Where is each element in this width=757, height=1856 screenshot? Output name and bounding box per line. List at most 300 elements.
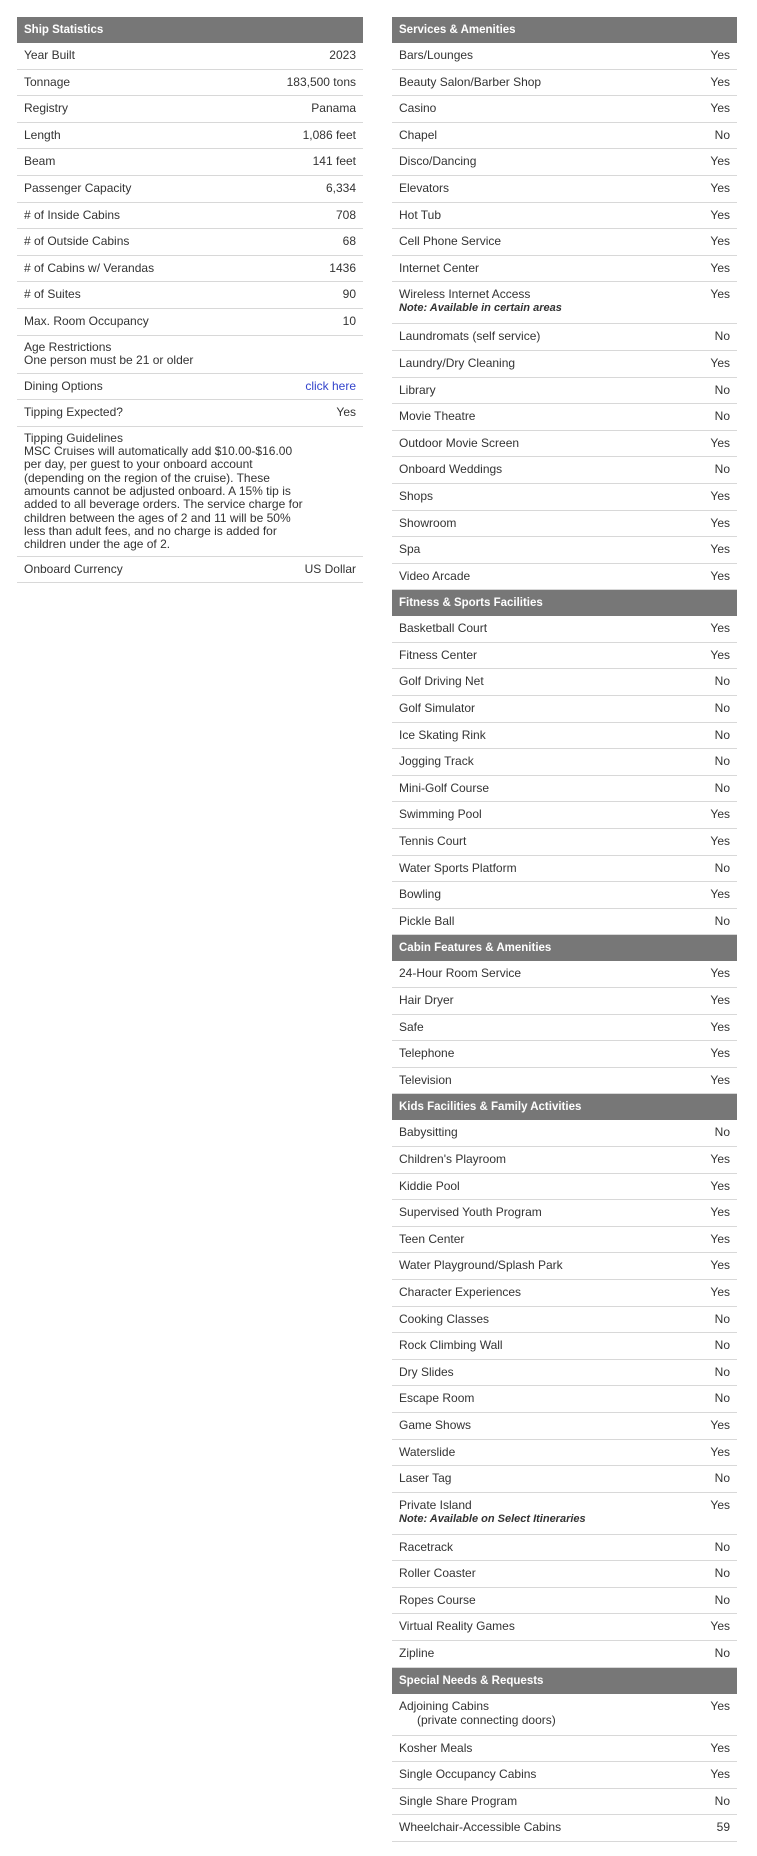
row-label-wrap — [399, 356, 702, 370]
row-value: 1436 — [329, 260, 356, 275]
row-label-wrap — [399, 648, 702, 662]
row-label: Water Sports Platform — [399, 860, 517, 875]
row-label: Outdoor Movie Screen — [399, 435, 520, 450]
row-label-wrap — [399, 1258, 702, 1272]
row-value: Yes — [710, 435, 730, 450]
row-label-wrap — [399, 436, 702, 450]
row-label-wrap — [399, 261, 702, 275]
row-label-wrap — [399, 1125, 707, 1139]
row-label: Babysitting — [399, 1125, 458, 1140]
row-label: Laundry/Dry Cleaning — [399, 355, 516, 370]
row-value: No — [714, 1125, 730, 1140]
row-label: # of Suites — [24, 287, 81, 302]
row-label: Private Island — [399, 1497, 472, 1512]
row-label-wrap — [399, 1205, 702, 1219]
row-value: Yes — [710, 48, 730, 62]
row-label-wrap — [399, 966, 702, 980]
row-label-wrap — [399, 516, 702, 530]
row-label: Disco/Dancing — [399, 154, 477, 169]
row-label: Zipline — [399, 1646, 435, 1661]
row-value: Yes — [710, 993, 730, 1007]
table-row — [392, 1413, 737, 1440]
row-label: Ice Skating Rink — [399, 727, 486, 742]
table-row — [392, 537, 737, 564]
row-label-wrap — [399, 1445, 702, 1459]
row-value: No — [714, 1539, 730, 1554]
row-label: Tennis Court — [399, 834, 467, 849]
row-label: Movie Theatre — [399, 409, 476, 424]
section-header-services-amenities: Services & Amenities — [392, 17, 737, 43]
row-label: Cooking Classes — [399, 1311, 490, 1326]
tipping-text-line: amounts cannot be adjusted onboard. A 15% tip is — [24, 483, 291, 498]
row-value: 183,500 tons — [286, 74, 356, 89]
row-value: Yes — [710, 621, 730, 636]
row-label: Bowling — [399, 887, 442, 902]
row-label-wrap — [399, 1471, 707, 1485]
row-value: Yes — [710, 1151, 730, 1166]
table-row — [17, 557, 363, 584]
row-label: Teen Center — [399, 1231, 465, 1246]
tipping-text-line: MSC Cruises will automatically add $10.00-$16.00 — [24, 444, 293, 459]
table-row — [392, 988, 737, 1015]
row-label: Kosher Meals — [399, 1740, 473, 1755]
table-row — [392, 1762, 737, 1789]
row-label-wrap — [399, 287, 702, 315]
table-row — [392, 1174, 737, 1201]
table-row — [392, 1041, 737, 1068]
table-row — [392, 1789, 737, 1816]
row-value: Yes — [710, 1046, 730, 1061]
row-label: Cell Phone Service — [399, 234, 502, 249]
table-row — [17, 309, 363, 336]
row-value: Yes — [710, 1284, 730, 1299]
table-row — [392, 696, 737, 723]
row-value: 59 — [716, 1820, 730, 1835]
row-label-wrap — [399, 1046, 702, 1060]
row-value: No — [714, 127, 730, 142]
row-value: Yes — [710, 1258, 730, 1273]
row-value: Yes — [710, 1497, 730, 1512]
table-row — [392, 484, 737, 511]
row-label: Pickle Ball — [399, 913, 455, 928]
row-label-wrap — [399, 1391, 707, 1405]
row-value: Yes — [710, 234, 730, 249]
row-value: No — [714, 1364, 730, 1379]
table-row — [392, 643, 737, 670]
row-value: No — [714, 727, 730, 742]
row-label-wrap — [399, 542, 702, 556]
table-row — [392, 1015, 737, 1042]
table-row — [392, 1614, 737, 1641]
row-label: Beauty Salon/Barber Shop — [399, 74, 542, 89]
row-label: Dining Options — [24, 378, 103, 393]
table-row — [392, 1815, 737, 1842]
row-label: Safe — [399, 1019, 424, 1034]
table-row — [392, 1307, 737, 1334]
table-row — [17, 400, 363, 427]
row-value: No — [714, 382, 730, 397]
row-value: Yes — [710, 74, 730, 89]
row-value: Yes — [710, 647, 730, 662]
table-row — [17, 176, 363, 203]
row-value: Yes — [710, 1417, 730, 1432]
row-text: One person must be 21 or older — [24, 352, 194, 367]
tipping-text-line: children under the age of 2. — [24, 537, 171, 552]
row-label: Television — [399, 1072, 452, 1087]
row-label: Max. Room Occupancy — [24, 313, 149, 328]
row-value: No — [714, 1391, 730, 1406]
row-label-wrap — [399, 181, 702, 195]
row-value: Yes — [710, 1231, 730, 1246]
row-label-wrap — [399, 101, 702, 115]
row-value: No — [714, 1471, 730, 1486]
table-row — [392, 1068, 737, 1095]
row-value: No — [714, 701, 730, 716]
row-label: Registry — [24, 101, 69, 116]
row-label-wrap — [399, 409, 707, 423]
table-row — [392, 829, 737, 856]
row-label: Showroom — [399, 515, 457, 530]
section-header-kids-facilities-family-activities: Kids Facilities & Family Activities — [392, 1094, 737, 1120]
table-row — [17, 43, 363, 70]
row-value: Yes — [710, 887, 730, 902]
table-row — [392, 802, 737, 829]
row-value: Yes — [710, 834, 730, 849]
row-label-wrap — [399, 208, 702, 222]
table-row — [392, 1280, 737, 1307]
table-row — [392, 1386, 737, 1413]
table-row — [392, 1147, 737, 1174]
table-row — [392, 961, 737, 988]
row-label-wrap — [399, 1646, 707, 1660]
table-row — [392, 431, 737, 458]
row-label: # of Outside Cabins — [24, 234, 130, 249]
row-value: Yes — [710, 1767, 730, 1782]
row-label-wrap — [399, 489, 702, 503]
row-label: 24-Hour Room Service — [399, 966, 522, 981]
row-label-wrap — [399, 1179, 702, 1193]
row-value: Yes — [710, 807, 730, 822]
row-label: Library — [399, 382, 436, 397]
table-row — [392, 43, 737, 70]
row-label-wrap — [399, 1285, 702, 1299]
age-restrictions-block — [17, 336, 363, 374]
table-row — [392, 203, 737, 230]
row-label-wrap — [399, 1540, 707, 1554]
section-header-cabin-features-amenities: Cabin Features & Amenities — [392, 935, 737, 961]
row-label: Hot Tub — [399, 207, 442, 222]
row-label: Character Experiences — [399, 1284, 522, 1299]
row-label: Dry Slides — [399, 1364, 454, 1379]
row-label-wrap — [399, 1619, 702, 1633]
row-label-wrap — [399, 1338, 707, 1352]
row-label-wrap — [399, 1767, 702, 1781]
row-label-wrap — [399, 621, 702, 635]
section-header-special-needs-requests: Special Needs & Requests — [392, 1668, 737, 1694]
table-row — [392, 1736, 737, 1763]
row-label-wrap — [399, 1312, 707, 1326]
row-label: Onboard Currency — [24, 561, 123, 576]
table-row — [392, 1694, 737, 1736]
tipping-text-line: children between the ages of 2 and 11 will be 50% — [24, 510, 291, 525]
row-label: Basketball Court — [399, 621, 488, 636]
row-label-wrap — [399, 1020, 702, 1034]
row-label: Year Built — [24, 48, 75, 62]
row-value: 10 — [342, 313, 356, 328]
row-label: Tipping Expected? — [24, 405, 123, 420]
table-row — [392, 176, 737, 203]
row-value: Yes — [710, 1205, 730, 1220]
row-note: Note: Available in certain areas — [399, 302, 562, 315]
row-value: Yes — [710, 101, 730, 116]
table-row — [392, 1253, 737, 1280]
row-label: Rock Climbing Wall — [399, 1338, 503, 1353]
row-value: 708 — [335, 207, 356, 222]
row-value: Yes — [710, 568, 730, 583]
row-value: No — [714, 754, 730, 769]
ship-statistics-table — [17, 17, 363, 583]
row-label-wrap — [399, 1699, 702, 1727]
row-label: Age Restrictions — [24, 339, 112, 354]
table-row — [392, 1227, 737, 1254]
row-label: Spa — [399, 542, 421, 557]
table-row — [392, 1466, 737, 1493]
dining-options-link[interactable]: click here — [305, 378, 356, 393]
row-label: Waterslide — [399, 1444, 456, 1459]
table-row — [392, 324, 737, 351]
row-label-wrap — [399, 914, 707, 928]
row-label: Swimming Pool — [399, 807, 482, 822]
row-label-wrap — [399, 1418, 702, 1432]
tipping-text-line: per day, per guest to your onboard account — [24, 457, 253, 472]
row-label: Passenger Capacity — [24, 180, 132, 195]
table-row — [392, 256, 737, 283]
row-label: Casino — [399, 101, 437, 116]
table-row — [392, 1120, 737, 1147]
amenities-table — [392, 17, 737, 1842]
row-label-wrap — [399, 1232, 702, 1246]
table-row — [17, 203, 363, 230]
row-label-wrap — [399, 128, 707, 142]
row-label: Onboard Weddings — [399, 462, 503, 477]
tipping-text-line: less than adult fees, and no charge is added for — [24, 523, 277, 538]
row-label: Wheelchair-Accessible Cabins — [399, 1820, 562, 1835]
row-value: No — [714, 1592, 730, 1607]
table-row — [392, 564, 737, 591]
row-label-wrap — [399, 154, 702, 168]
row-label: Chapel — [399, 127, 438, 142]
row-label: # of Cabins w/ Verandas — [24, 260, 155, 275]
row-value: Yes — [710, 1740, 730, 1755]
row-label-wrap — [399, 701, 707, 715]
row-label-wrap — [399, 1741, 702, 1755]
row-value: Yes — [710, 154, 730, 169]
table-row — [392, 1440, 737, 1467]
row-value: Panama — [311, 101, 356, 116]
table-row — [392, 882, 737, 909]
table-row — [392, 282, 737, 324]
table-row — [17, 256, 363, 283]
table-row — [392, 723, 737, 750]
section-header-ship-statistics: Ship Statistics — [17, 17, 363, 43]
table-row — [17, 229, 363, 256]
tipping-text-line: added to all beverage orders. The service charge for — [24, 497, 303, 512]
row-label-wrap — [399, 754, 707, 768]
row-value: No — [714, 462, 730, 477]
row-value: Yes — [710, 260, 730, 275]
row-label: Mini-Golf Course — [399, 780, 490, 795]
row-label-wrap — [399, 1593, 707, 1607]
row-label-wrap — [399, 1073, 702, 1087]
row-value: No — [714, 913, 730, 928]
row-value: No — [714, 860, 730, 875]
table-row — [392, 616, 737, 643]
dining-options-row — [17, 374, 363, 401]
row-label: # of Inside Cabins — [24, 207, 121, 222]
table-row — [392, 856, 737, 883]
row-value: 6,334 — [325, 180, 356, 195]
row-label: Virtual Reality Games — [399, 1619, 515, 1634]
row-value: 68 — [342, 234, 356, 249]
row-value: 2023 — [329, 48, 356, 62]
row-value: Yes — [710, 966, 730, 981]
row-value: Yes — [710, 207, 730, 222]
row-label: Supervised Youth Program — [399, 1205, 542, 1220]
row-label-wrap — [399, 1365, 707, 1379]
row-label: Adjoining Cabins — [399, 1698, 490, 1713]
row-label-wrap — [399, 781, 707, 795]
row-value: Yes — [710, 287, 730, 302]
row-label-wrap — [399, 329, 707, 343]
row-value: 141 feet — [312, 154, 356, 169]
table-row — [392, 1535, 737, 1562]
row-label-wrap — [399, 887, 702, 901]
row-label-wrap — [399, 1794, 707, 1808]
row-label: Laser Tag — [399, 1471, 452, 1486]
row-value: Yes — [710, 355, 730, 370]
table-row — [392, 511, 737, 538]
row-value: No — [714, 329, 730, 344]
row-label: Racetrack — [399, 1539, 454, 1554]
row-label: Golf Simulator — [399, 701, 476, 716]
row-label-wrap — [399, 75, 702, 89]
table-row — [392, 149, 737, 176]
table-row — [17, 96, 363, 123]
table-row — [392, 378, 737, 405]
row-label: Hair Dryer — [399, 993, 454, 1007]
table-row — [392, 1588, 737, 1615]
table-row — [392, 96, 737, 123]
row-label: Shops — [399, 488, 434, 503]
row-label-wrap — [399, 234, 702, 248]
row-label: Single Share Program — [399, 1793, 518, 1808]
row-value: No — [714, 780, 730, 795]
table-row — [392, 1641, 737, 1668]
row-value: Yes — [336, 405, 356, 420]
row-label-wrap — [399, 462, 707, 476]
row-label: Kiddie Pool — [399, 1178, 460, 1193]
row-value: 1,086 feet — [302, 127, 356, 142]
table-row — [392, 669, 737, 696]
row-label-wrap — [399, 1152, 702, 1166]
table-row — [17, 123, 363, 150]
row-label: Length — [24, 127, 61, 142]
row-value: No — [714, 1793, 730, 1808]
row-label-wrap — [399, 834, 702, 848]
row-label: Jogging Track — [399, 754, 474, 769]
row-label-wrap — [399, 728, 707, 742]
row-subtext: (private connecting doors) — [417, 1712, 556, 1727]
row-label: Water Playground/Splash Park — [399, 1258, 563, 1273]
row-label: Escape Room — [399, 1391, 475, 1406]
row-value: Yes — [710, 515, 730, 530]
row-label: Tipping Guidelines — [24, 430, 123, 445]
table-row — [392, 457, 737, 484]
table-row — [17, 149, 363, 176]
row-value: No — [714, 1646, 730, 1661]
table-row — [392, 749, 737, 776]
row-label: Bars/Lounges — [399, 48, 474, 62]
row-value: Yes — [710, 1072, 730, 1087]
row-label: Laundromats (self service) — [399, 329, 541, 344]
table-row — [392, 70, 737, 97]
table-row — [392, 1333, 737, 1360]
row-label: Golf Driving Net — [399, 674, 484, 689]
row-label-wrap — [399, 48, 702, 62]
table-row — [392, 1360, 737, 1387]
row-value: No — [714, 674, 730, 689]
table-row — [392, 776, 737, 803]
table-row — [392, 1493, 737, 1535]
row-value: Yes — [710, 542, 730, 557]
row-value: Yes — [710, 488, 730, 503]
row-label-wrap — [399, 674, 707, 688]
row-label-wrap — [399, 807, 702, 821]
row-label: Internet Center — [399, 260, 480, 275]
row-label-wrap — [399, 1566, 707, 1580]
row-value: Yes — [710, 180, 730, 195]
row-value: No — [714, 1566, 730, 1581]
row-label: Game Shows — [399, 1417, 472, 1432]
row-label: Fitness Center — [399, 647, 478, 662]
table-row — [392, 123, 737, 150]
table-row — [17, 282, 363, 309]
row-value: No — [714, 409, 730, 424]
table-row — [17, 70, 363, 97]
row-value: 90 — [342, 287, 356, 302]
row-label: Elevators — [399, 180, 450, 195]
row-label: Tonnage — [24, 74, 71, 89]
row-value: Yes — [710, 1178, 730, 1193]
row-label-wrap — [399, 383, 707, 397]
row-value: Yes — [710, 1444, 730, 1459]
row-label-wrap — [399, 569, 702, 583]
row-value: Yes — [710, 1698, 730, 1713]
tipping-guidelines-block — [17, 427, 363, 557]
row-label: Telephone — [399, 1046, 455, 1061]
row-label: Children's Playroom — [399, 1151, 506, 1166]
row-label-wrap — [399, 993, 702, 1007]
row-value: US Dollar — [304, 561, 356, 576]
row-value: No — [714, 1311, 730, 1326]
row-label-wrap — [399, 861, 707, 875]
section-header-fitness-sports-facilities: Fitness & Sports Facilities — [392, 590, 737, 616]
row-label-wrap — [399, 1498, 702, 1526]
tipping-text-line: (depending on the region of the cruise). These — [24, 470, 270, 485]
table-row — [392, 404, 737, 431]
row-label: Ropes Course — [399, 1592, 476, 1607]
table-row — [392, 351, 737, 378]
